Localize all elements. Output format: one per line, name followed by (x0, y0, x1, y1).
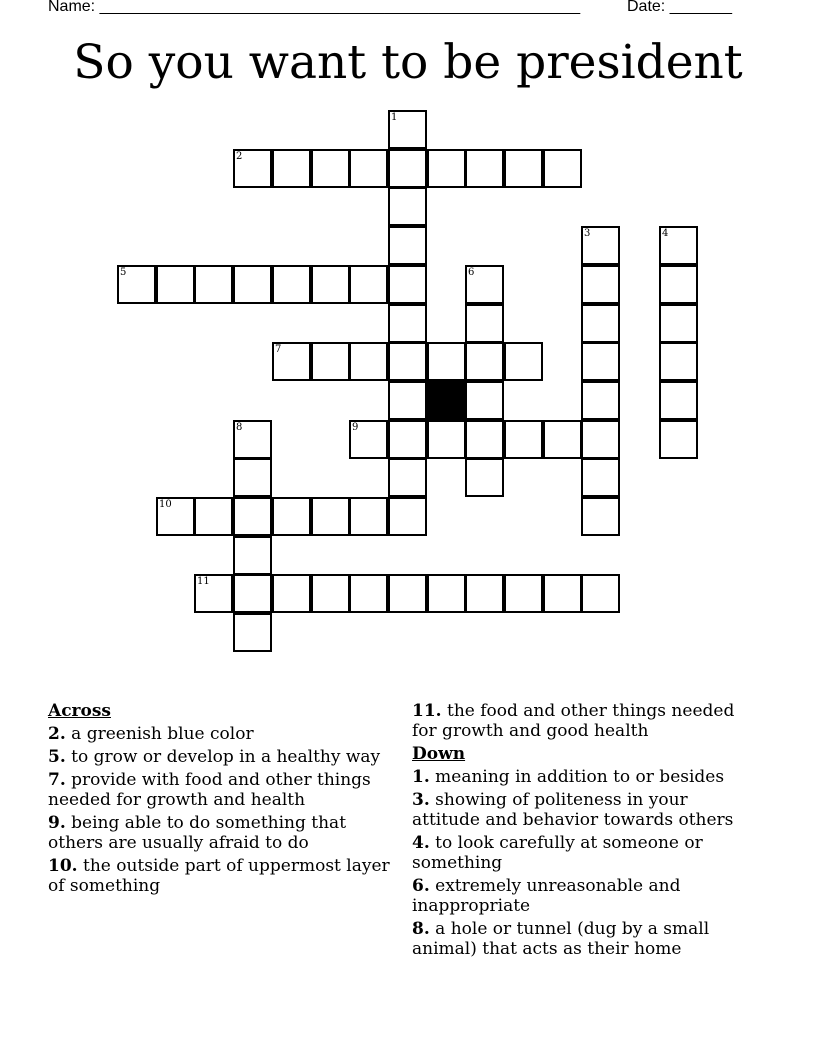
grid-cell[interactable] (659, 265, 698, 304)
grid-cell[interactable] (388, 420, 427, 459)
clue-across-5: 5. to grow or develop in a healthy way (48, 747, 381, 767)
clues-column-left (48, 701, 393, 899)
grid-cell[interactable] (581, 226, 620, 265)
name-field-label: Name: ______________________________________________________ (48, 0, 581, 15)
grid-cell[interactable] (465, 149, 504, 188)
clue-number-9: 9 (352, 422, 359, 433)
clue-across-10: 10. the outside part of uppermost layer of something (48, 856, 390, 896)
clue-down-4: 4. to look carefully at someone or something (412, 833, 703, 873)
grid-cell[interactable] (349, 149, 388, 188)
down-heading: Down (412, 744, 466, 764)
grid-cell[interactable] (156, 265, 195, 304)
grid-cell[interactable] (465, 574, 504, 613)
grid-cell[interactable] (581, 265, 620, 304)
clue-down-8: 8. a hole or tunnel (dug by a small animal) that acts as their home (412, 919, 710, 959)
grid-cell[interactable] (465, 304, 504, 343)
clue-number-3: 3 (584, 228, 591, 239)
grid-cell[interactable] (659, 420, 698, 459)
grid-cell[interactable] (659, 226, 698, 265)
grid-cell[interactable] (311, 574, 350, 613)
grid-cell[interactable] (194, 265, 233, 304)
grid-cell[interactable] (388, 458, 427, 497)
grid-cell[interactable] (465, 420, 504, 459)
grid-cell[interactable] (194, 574, 233, 613)
blocked-cell (427, 381, 466, 420)
grid-cell[interactable] (233, 574, 272, 613)
grid-cell[interactable] (465, 381, 504, 420)
grid-cell[interactable] (504, 574, 543, 613)
date-field-label: Date: _______ (627, 0, 732, 15)
grid-cell[interactable] (388, 149, 427, 188)
grid-cell[interactable] (388, 187, 427, 226)
clue-down-1: 1. meaning in addition to or besides (412, 767, 725, 787)
grid-cell[interactable] (388, 342, 427, 381)
grid-cell[interactable] (349, 342, 388, 381)
clue-number-2: 2 (236, 151, 243, 162)
grid-cell[interactable] (349, 497, 388, 536)
grid-cell[interactable] (388, 226, 427, 265)
grid-cell[interactable] (543, 420, 582, 459)
clue-across-7: 7. provide with food and other things needed for growth and health (48, 770, 371, 810)
grid-cell[interactable] (349, 420, 388, 459)
clue-number-1: 1 (391, 112, 398, 123)
grid-cell[interactable] (156, 497, 195, 536)
grid-cell[interactable] (581, 497, 620, 536)
grid-cell[interactable] (311, 342, 350, 381)
grid-cell[interactable] (388, 381, 427, 420)
clue-down-3: 3. showing of politeness in your attitude and behavior towards others (412, 790, 734, 830)
grid-cell[interactable] (388, 110, 427, 149)
grid-cell[interactable] (117, 265, 156, 304)
clue-across-11: 11. the food and other things needed for growth and good health (412, 701, 735, 741)
clue-across-9: 9. being able to do something that others are usually afraid to do (48, 813, 347, 853)
grid-cell[interactable] (388, 304, 427, 343)
grid-cell[interactable] (659, 342, 698, 381)
grid-cell[interactable] (659, 381, 698, 420)
grid-cell[interactable] (233, 149, 272, 188)
grid-cell[interactable] (272, 149, 311, 188)
clue-down-6: 6. extremely unreasonable and inappropriate (412, 876, 681, 916)
grid-cell[interactable] (504, 342, 543, 381)
across-heading: Across (48, 701, 111, 721)
grid-cell[interactable] (272, 497, 311, 536)
grid-cell[interactable] (233, 497, 272, 536)
grid-cell[interactable] (388, 265, 427, 304)
grid-cell[interactable] (427, 420, 466, 459)
grid-cell[interactable] (659, 304, 698, 343)
grid-cell[interactable] (233, 420, 272, 459)
grid-cell[interactable] (581, 342, 620, 381)
clue-across-2: 2. a greenish blue color (48, 724, 254, 744)
grid-cell[interactable] (465, 458, 504, 497)
grid-cell[interactable] (427, 342, 466, 381)
grid-cell[interactable] (272, 265, 311, 304)
grid-cell[interactable] (427, 149, 466, 188)
grid-cell[interactable] (233, 265, 272, 304)
grid-cell[interactable] (581, 420, 620, 459)
grid-cell[interactable] (272, 342, 311, 381)
grid-cell[interactable] (349, 265, 388, 304)
grid-cell[interactable] (194, 497, 233, 536)
grid-cell[interactable] (233, 458, 272, 497)
grid-cell[interactable] (311, 497, 350, 536)
grid-cell[interactable] (388, 574, 427, 613)
clue-number-5: 5 (120, 267, 127, 278)
grid-cell[interactable] (349, 574, 388, 613)
grid-cell[interactable] (543, 574, 582, 613)
grid-cell[interactable] (427, 574, 466, 613)
grid-cell[interactable] (388, 497, 427, 536)
grid-cell[interactable] (543, 149, 582, 188)
grid-cell[interactable] (233, 613, 272, 652)
grid-cell[interactable] (233, 536, 272, 575)
grid-cell[interactable] (465, 265, 504, 304)
grid-cell[interactable] (581, 381, 620, 420)
clue-number-10: 10 (159, 499, 172, 510)
grid-cell[interactable] (504, 149, 543, 188)
page-title: So you want to be president (73, 35, 743, 90)
clue-number-4: 4 (662, 228, 669, 239)
clues-column-right (412, 701, 757, 962)
grid-cell[interactable] (311, 149, 350, 188)
grid-cell[interactable] (504, 420, 543, 459)
grid-cell[interactable] (581, 574, 620, 613)
grid-cell[interactable] (581, 304, 620, 343)
grid-cell[interactable] (272, 574, 311, 613)
clue-number-8: 8 (236, 422, 243, 433)
clue-number-11: 11 (197, 576, 210, 587)
clue-number-6: 6 (468, 267, 475, 278)
grid-cell[interactable] (465, 342, 504, 381)
grid-cell[interactable] (581, 458, 620, 497)
clue-number-7: 7 (275, 344, 282, 355)
grid-cell[interactable] (311, 265, 350, 304)
